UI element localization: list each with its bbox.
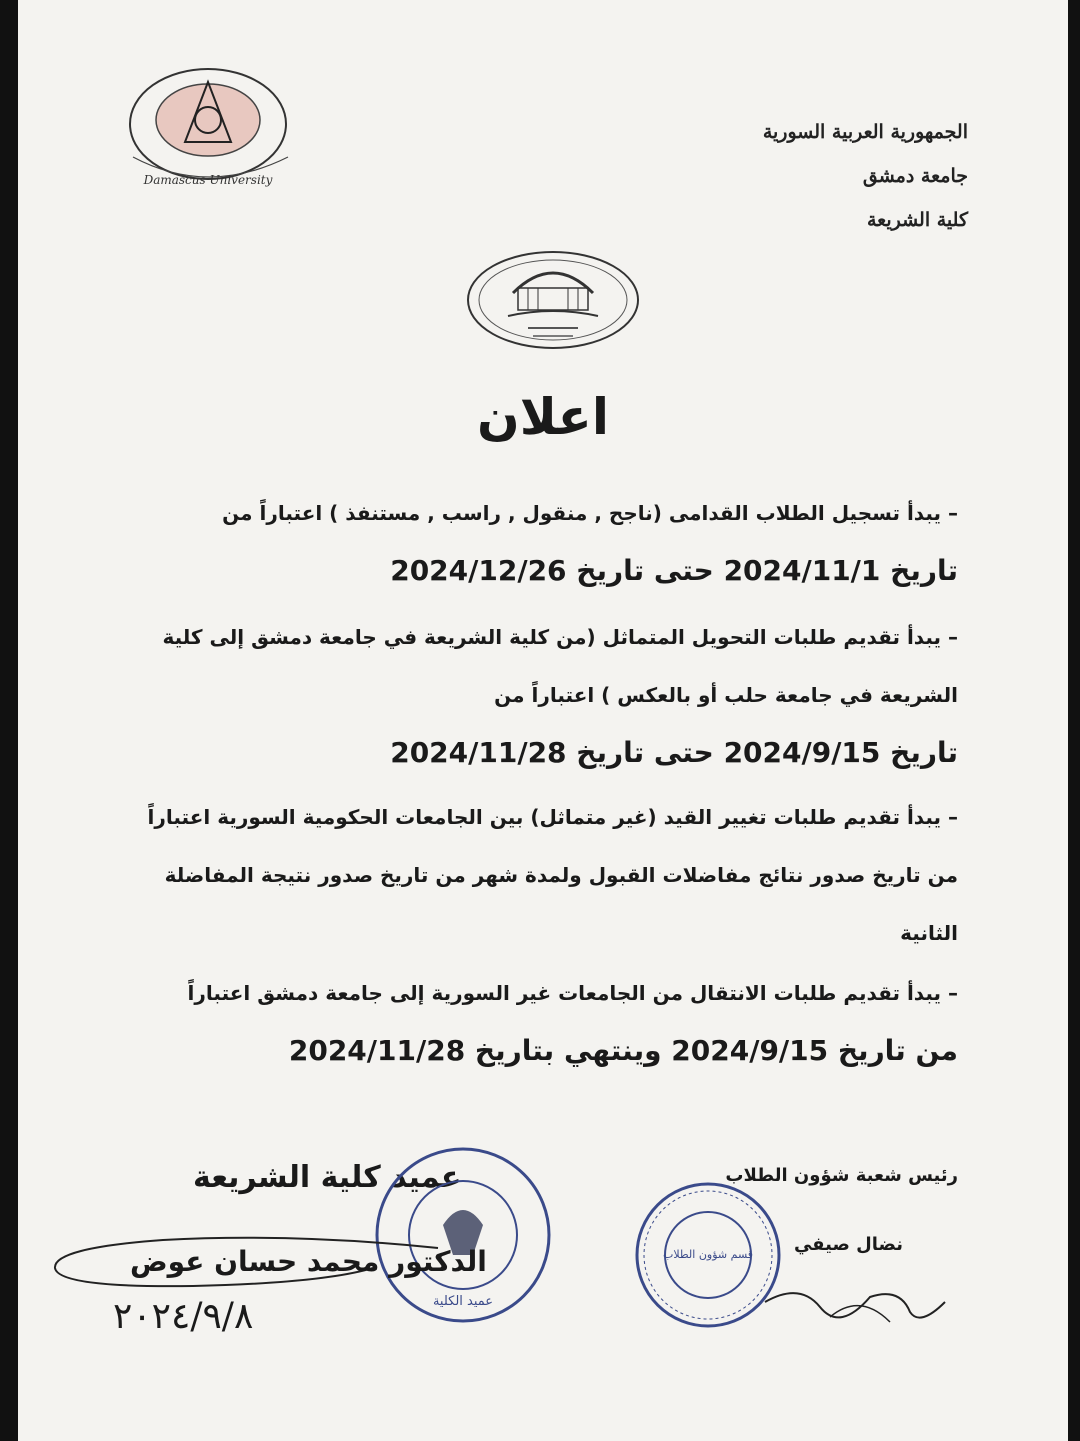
announcement-item bbox=[128, 484, 958, 600]
header-university: جامعة دمشق bbox=[862, 165, 968, 187]
student-affairs-title: رئيس شعبة شؤون الطلاب bbox=[725, 1165, 958, 1186]
announcement-body bbox=[128, 484, 958, 1080]
item-text: – يبدأ تقديم طلبات تغيير القيد (غير متماثل) بين الجامعات الحكومية السورية اعتباراً من تاريخ صدور نتائج مفاضلات القبول ولمدة شهر من تاريخ صدور نتيجة المفاضلة الثانية bbox=[147, 805, 958, 945]
damascus-university-logo bbox=[103, 62, 313, 192]
item-text: – يبدأ تسجيل الطلاب القدامى (ناجح , منقول , راسب , مستنفذ ) اعتباراً من bbox=[222, 501, 958, 525]
item-text: – يبدأ تقديم طلبات الانتقال من الجامعات غير السورية إلى جامعة دمشق اعتباراً bbox=[187, 981, 958, 1005]
document-page bbox=[18, 0, 1068, 1441]
announcement-title: اعلان bbox=[477, 388, 609, 446]
handwritten-date: ٢٠٢٤/٩/٨ bbox=[113, 1296, 254, 1337]
announcement-item bbox=[128, 788, 958, 962]
item-date-range: تاريخ 2024/9/15 حتى تاريخ 2024/11/28 bbox=[390, 736, 958, 769]
svg-text:Damascus University: Damascus University bbox=[143, 173, 273, 187]
stamp-text: قسم شؤون الطلاب bbox=[662, 1248, 754, 1261]
letterhead bbox=[763, 110, 968, 242]
item-date-range: تاريخ 2024/11/1 حتى تاريخ 2024/12/26 bbox=[390, 554, 958, 587]
faculty-logo bbox=[463, 248, 643, 353]
item-date-range: من تاريخ 2024/9/15 وينتهي بتاريخ 2024/11/28 bbox=[288, 1034, 958, 1067]
dean-title: عميد كلية الشريعة bbox=[193, 1160, 462, 1195]
header-country: الجمهورية العربية السورية bbox=[762, 121, 968, 143]
dean-name: الدكتور محمد حسان عوض bbox=[130, 1245, 487, 1278]
student-affairs-handwritten-signature bbox=[760, 1272, 950, 1332]
header-faculty: كلية الشريعة bbox=[866, 209, 968, 231]
student-affairs-name: نضال صيفي bbox=[793, 1234, 903, 1255]
item-text: – يبدأ تقديم طلبات التحويل المتماثل (من كلية الشريعة في جامعة دمشق إلى كلية الشريعة في جامعة حلب أو بالعكس ) اعتباراً من bbox=[162, 625, 958, 707]
announcement-item bbox=[128, 608, 958, 782]
announcement-item bbox=[128, 964, 958, 1080]
stamp-text: عميد الكلية bbox=[432, 1294, 494, 1309]
